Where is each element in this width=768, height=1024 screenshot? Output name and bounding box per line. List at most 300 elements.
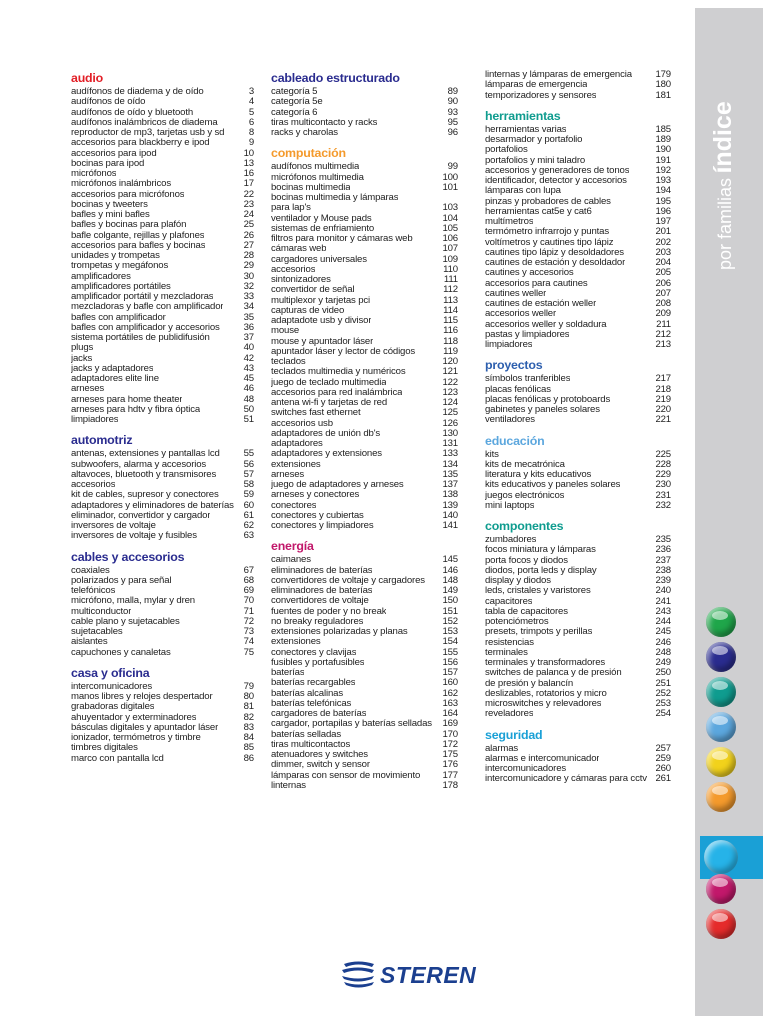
entry-label: adaptadores y eliminadores de baterías	[71, 500, 234, 511]
entry-label: intercomunicadores	[485, 764, 567, 774]
entry-page: 27	[243, 239, 254, 251]
index-entry	[71, 200, 254, 210]
entry-label: leds, cristales y varistores	[485, 586, 591, 597]
index-entry	[485, 597, 671, 607]
entry-label: bafle colgante, rejillas y plafones	[71, 230, 205, 241]
entry-page: 13	[243, 157, 254, 169]
entry-label: coaxiales	[71, 565, 110, 576]
index-entry	[271, 234, 458, 244]
entry-page: 185	[655, 123, 671, 135]
index-entry	[71, 627, 254, 637]
entry-label: sistema portátiles de publidifusión	[71, 333, 210, 343]
entry-label: alarmas	[485, 743, 519, 754]
entry-label: intercomunicadore y cámaras para cctv	[485, 774, 647, 785]
entry-page: 245	[655, 626, 671, 638]
index-entry	[271, 357, 458, 367]
entry-label: cargadores universales	[271, 254, 367, 265]
index-section	[485, 108, 671, 351]
index-entry	[485, 70, 671, 80]
index-entry	[271, 781, 458, 791]
entry-page: 125	[442, 407, 458, 419]
entry-page: 260	[655, 763, 671, 774]
entry-page: 96	[447, 127, 458, 138]
entry-page: 74	[243, 636, 254, 648]
index-entry	[485, 330, 671, 340]
entry-label: conectores	[271, 500, 317, 511]
entry-label: capturas de video	[271, 305, 345, 316]
entry-page: 180	[655, 79, 671, 91]
entry-page: 23	[243, 198, 254, 210]
entry-label: inversores de voltaje	[71, 521, 156, 531]
entry-page: 219	[655, 393, 671, 405]
entry-label: aislantes	[71, 637, 108, 648]
entry-label: timbres digitales	[71, 743, 138, 754]
entry-page: 205	[655, 267, 671, 279]
entry-page: 178	[442, 779, 458, 791]
entry-label: audífonos de diadema y de oído	[71, 87, 204, 97]
entry-page: 32	[243, 280, 254, 292]
index-entry	[485, 385, 671, 395]
index-entry	[271, 224, 458, 234]
entry-page: 95	[447, 116, 458, 128]
index-entry	[485, 480, 671, 490]
entry-label: bocinas y tweeters	[71, 199, 148, 210]
index-entry	[271, 326, 458, 336]
entry-label: bafles con amplificador y accesorios	[71, 322, 220, 333]
color-tab	[706, 677, 736, 707]
entry-page: 220	[655, 404, 671, 415]
entry-page: 202	[655, 236, 671, 248]
index-entry	[485, 699, 671, 709]
index-entry	[271, 678, 458, 688]
entry-label: manos libres y relojes despertador	[71, 692, 213, 702]
entry-label: fuentes de poder y no break	[271, 606, 387, 617]
entry-page: 90	[447, 96, 458, 108]
entry-page: 71	[243, 605, 254, 617]
index-entry	[485, 586, 671, 596]
entry-page: 253	[655, 698, 671, 709]
entry-label: cautines de estación weller	[485, 299, 597, 309]
entry-label: mouse y apuntador láser	[271, 336, 374, 347]
entry-label: altavoces, bluetooth y transmisores	[71, 469, 217, 480]
entry-page: 60	[243, 499, 254, 511]
entry-label: no breaky reguladores	[271, 616, 364, 627]
entry-label: filtros para monitor y cámaras web	[271, 234, 413, 244]
entry-page: 140	[442, 509, 458, 521]
entry-label: teclados multimedia y numéricos	[271, 367, 406, 378]
entry-page: 160	[442, 677, 458, 689]
entry-page: 141	[442, 520, 458, 531]
section-title: cableado estructurado	[271, 71, 400, 85]
entry-label: accesorios para red inalámbrica	[271, 387, 403, 398]
entry-page: 208	[655, 298, 671, 309]
index-entry	[71, 302, 254, 312]
section-title: audio	[71, 71, 104, 85]
index-entry	[71, 313, 254, 323]
entry-label: micrófono, malla, mylar y dren	[71, 596, 195, 607]
entry-page: 114	[443, 304, 458, 316]
index-section	[71, 665, 254, 764]
index-entry	[485, 545, 671, 555]
entry-label: reveladores	[485, 709, 534, 720]
entry-label: gabinetes y paneles solares	[485, 405, 600, 415]
entry-page: 4	[248, 96, 254, 108]
index-entry	[271, 699, 458, 709]
entry-label: placas fenólicas y protoboards	[485, 394, 611, 405]
index-entry	[71, 364, 254, 374]
entry-page: 69	[243, 585, 254, 596]
entry-label: tiras multicontactos	[271, 739, 351, 750]
index-entry	[271, 183, 458, 193]
index-entry	[485, 268, 671, 278]
section-title: herramientas	[485, 108, 561, 123]
section-title: proyectos	[485, 358, 543, 373]
index-entry	[271, 555, 458, 565]
entry-page: 152	[442, 615, 458, 627]
entry-label: ventilador y Mouse pads	[271, 213, 372, 224]
index-entry	[271, 501, 458, 511]
entry-label: herramientas cat5e y cat6	[485, 206, 592, 217]
entry-label: voltímetros y cautines tipo lápiz	[485, 237, 614, 248]
entry-page: 61	[243, 509, 254, 521]
entry-page: 238	[655, 564, 671, 576]
entry-page: 101	[442, 181, 458, 193]
entry-page: 115	[443, 315, 458, 326]
entry-page: 135	[442, 468, 458, 480]
index-entry	[485, 638, 671, 648]
entry-page: 123	[442, 386, 458, 398]
index-entry	[71, 682, 254, 692]
color-tab	[706, 712, 736, 742]
entry-page: 28	[243, 250, 254, 261]
index-entry	[71, 754, 254, 764]
entry-page: 17	[243, 178, 254, 190]
index-entry	[271, 627, 458, 637]
index-entry	[271, 367, 458, 377]
entry-label: kits de mecatrónica	[485, 459, 565, 470]
index-entry	[71, 713, 254, 723]
index-entry	[71, 470, 254, 480]
index-entry	[485, 395, 671, 405]
entry-label: identificador, detector y accesorios	[485, 176, 627, 186]
entry-page: 67	[243, 564, 254, 576]
entry-page: 195	[655, 195, 671, 207]
entry-label: baterías	[271, 668, 305, 678]
entry-page: 148	[442, 574, 458, 586]
index-entry	[71, 449, 254, 459]
index-entry	[485, 125, 671, 135]
entry-page: 211	[656, 318, 671, 330]
index-entry	[71, 210, 254, 220]
index-entry	[71, 118, 254, 128]
index-entry	[71, 374, 254, 384]
index-entry	[485, 227, 671, 237]
entry-label: mouse	[271, 326, 300, 337]
index-entry	[271, 480, 458, 490]
index-entry	[271, 576, 458, 586]
entry-page: 251	[655, 677, 671, 689]
section-title: casa y oficina	[71, 665, 150, 680]
index-column-3	[485, 70, 671, 792]
entry-page: 192	[655, 164, 671, 176]
entry-label: juego de teclado multimedia	[271, 377, 387, 388]
entry-label: adaptadores	[271, 439, 323, 449]
entry-page: 218	[655, 383, 671, 395]
index-entry	[271, 719, 458, 729]
entry-page: 8	[248, 127, 254, 138]
entry-label: subwoofers, alarma y accesorios	[71, 459, 207, 470]
entry-page: 34	[243, 301, 254, 313]
entry-page: 72	[243, 615, 254, 627]
entry-label: dimmer, switch y sensor	[271, 760, 370, 771]
entry-page: 217	[655, 373, 671, 385]
index-entry	[485, 415, 671, 425]
entry-label: tiras multicontacto y racks	[271, 117, 378, 128]
entry-page: 261	[655, 773, 671, 785]
index-entry	[271, 760, 458, 770]
entry-label: teclados	[271, 357, 306, 367]
entry-page: 164	[442, 708, 458, 719]
index-entry	[485, 764, 671, 774]
section-title: seguridad	[485, 727, 543, 742]
entry-label: diodos, porta leds y display	[485, 565, 597, 576]
index-entry	[271, 648, 458, 658]
index-entry	[485, 166, 671, 176]
index-section	[71, 70, 254, 425]
index-entry	[485, 576, 671, 586]
entry-page: 111	[443, 274, 458, 285]
entry-label: bocinas multimedia	[271, 182, 351, 193]
entry-label: lámparas de emergencia	[485, 80, 588, 91]
entry-label: porta focos y diodos	[485, 555, 568, 566]
entry-page: 243	[655, 605, 671, 617]
index-entry	[71, 733, 254, 743]
entry-label: pastas y limpiadores	[485, 329, 570, 340]
color-tab-active	[704, 840, 738, 874]
entry-label: cámaras web	[271, 244, 327, 255]
index-entry	[71, 241, 254, 251]
index-entry	[485, 679, 671, 689]
entry-page: 62	[243, 520, 254, 531]
entry-page: 150	[442, 595, 458, 607]
index-entry	[271, 97, 458, 107]
entry-page: 9	[248, 137, 254, 149]
index-entry	[271, 275, 458, 285]
entry-page: 145	[442, 554, 458, 566]
entry-label: accesorios y generadores de tonos	[485, 165, 630, 176]
index-entry	[71, 108, 254, 118]
entry-page: 206	[655, 277, 671, 289]
entry-label: linternas	[271, 780, 306, 791]
entry-label: audífonos multimedia	[271, 162, 360, 173]
entry-label: juego de adaptadores y arneses	[271, 480, 404, 490]
index-entry	[485, 405, 671, 415]
index-entry	[485, 91, 671, 101]
index-entry	[71, 97, 254, 107]
entry-page: 73	[243, 626, 254, 637]
entry-page: 249	[655, 657, 671, 668]
index-entry	[71, 179, 254, 189]
index-section	[71, 432, 254, 541]
entry-label: audífonos de oído y bluetooth	[71, 107, 194, 118]
entry-page: 213	[655, 339, 671, 350]
index-entry	[485, 238, 671, 248]
entry-label: multiconductor	[71, 606, 132, 617]
entry-label: categoría 6	[271, 107, 318, 118]
entry-label: telefónicos	[71, 586, 116, 596]
index-entry	[485, 80, 671, 90]
entry-page: 107	[442, 243, 458, 255]
index-entry	[71, 282, 254, 292]
entry-label: sujetacables	[71, 627, 123, 637]
entry-label: terminales y transformadores	[485, 658, 606, 668]
entry-page: 193	[655, 175, 671, 186]
entry-label: accesorios para ipod	[71, 148, 157, 159]
index-entry	[71, 576, 254, 586]
entry-label: inversores de voltaje y fusibles	[71, 531, 197, 542]
entry-label: extensiones	[271, 637, 321, 648]
entry-page: 126	[442, 417, 458, 429]
entry-label: baterías selladas	[271, 729, 341, 740]
entry-label: kits educativos y paneles solares	[485, 480, 621, 491]
index-entry	[485, 450, 671, 460]
color-tab	[706, 874, 736, 904]
index-entry	[271, 439, 458, 449]
entry-label: símbolos tranferibles	[485, 374, 571, 385]
index-entry	[271, 419, 458, 429]
entry-label: mezcladoras y bafle con amplificador	[71, 302, 224, 313]
entry-page: 139	[442, 499, 458, 511]
entry-label: eliminadores de baterías	[271, 586, 373, 596]
index-entry	[71, 395, 254, 405]
index-entry	[71, 292, 254, 302]
index-entry	[71, 384, 254, 394]
entry-label: tabla de capacitores	[485, 606, 568, 617]
entry-page: 110	[443, 263, 458, 275]
index-section	[485, 518, 671, 720]
entry-page: 24	[243, 209, 254, 220]
index-entry	[271, 296, 458, 306]
entry-page: 203	[655, 246, 671, 258]
index-entry	[71, 648, 254, 658]
index-entry	[485, 289, 671, 299]
entry-page: 6	[248, 116, 254, 128]
entry-label: adaptadores y extensiones	[271, 449, 382, 460]
index-entry	[485, 556, 671, 566]
entry-page: 5	[248, 106, 254, 118]
entry-page: 229	[655, 469, 671, 480]
brand-name: STEREN	[380, 962, 477, 988]
index-entry	[271, 203, 458, 213]
entry-page: 138	[442, 489, 458, 501]
index-entry	[271, 689, 458, 699]
entry-page: 84	[243, 732, 254, 743]
entry-page: 109	[442, 253, 458, 265]
index-entry	[71, 531, 254, 541]
index-entry	[485, 460, 671, 470]
entry-label: multímetros	[485, 217, 534, 227]
entry-label: arneses	[271, 469, 305, 480]
entry-page: 259	[655, 752, 671, 764]
entry-label: potenciómetros	[485, 617, 549, 627]
entry-page: 201	[655, 226, 671, 238]
entry-page: 191	[655, 154, 671, 166]
entry-label: eliminador, convertidor y cargador	[71, 510, 211, 521]
entry-label: accesorios	[71, 480, 116, 490]
entry-page: 26	[243, 229, 254, 241]
index-entry	[271, 244, 458, 254]
entry-page: 228	[655, 458, 671, 470]
index-entry	[71, 743, 254, 753]
entry-page: 86	[243, 752, 254, 764]
index-entry	[271, 378, 458, 388]
entry-label: conectores y limpiadores	[271, 521, 374, 531]
section-title: educación	[485, 433, 545, 448]
entry-page: 244	[655, 616, 671, 627]
entry-label: termómetro infrarrojo y puntas	[485, 227, 609, 238]
entry-label: conectores y cubiertas	[271, 510, 364, 521]
index-entry	[485, 535, 671, 545]
index-entry	[71, 566, 254, 576]
entry-page: 43	[243, 362, 254, 374]
index-entry	[271, 87, 458, 97]
entry-label: cautines y accesorios	[485, 268, 574, 279]
index-entry	[271, 285, 458, 295]
entry-page: 113	[443, 294, 458, 306]
entry-page: 231	[655, 489, 671, 501]
entry-label: focos miniatura y lámparas	[485, 545, 596, 556]
entry-label: cautines tipo lápiz y desoldadores	[485, 247, 624, 258]
entry-label: bafles y bocinas para plafón	[71, 220, 187, 231]
entry-label: extensiones	[271, 459, 321, 470]
entry-page: 83	[243, 721, 254, 733]
entry-page: 172	[442, 738, 458, 750]
index-entry	[71, 501, 254, 511]
index-entry	[271, 771, 458, 781]
entry-label: kit de cables, supresor y conectores	[71, 490, 219, 501]
index-entry	[485, 145, 671, 155]
index-entry	[271, 470, 458, 480]
entry-label: resistencias	[485, 637, 534, 648]
index-entry	[485, 135, 671, 145]
index-entry	[485, 754, 671, 764]
index-entry	[271, 398, 458, 408]
index-entry	[485, 689, 671, 699]
section-title: energía	[271, 539, 314, 554]
entry-page: 176	[442, 759, 458, 771]
index-entry	[271, 668, 458, 678]
entry-label: cautines weller	[485, 288, 547, 299]
entry-label: baterías telefónicas	[271, 698, 352, 709]
entry-label: ahuyentador y exterminadores	[71, 712, 197, 723]
entry-page: 93	[447, 106, 458, 118]
entry-label: eliminadores de baterías	[271, 565, 373, 576]
index-entry	[71, 231, 254, 241]
entry-page: 103	[442, 202, 458, 214]
entry-page: 116	[443, 325, 458, 337]
index-entry	[71, 637, 254, 647]
index-entry	[485, 176, 671, 186]
entry-page: 225	[655, 448, 671, 460]
entry-label: cargadores de baterías	[271, 709, 367, 719]
entry-label: placas fenólicas	[485, 384, 551, 395]
index-column-1	[71, 70, 254, 771]
entry-label: bocinas para ipod	[71, 158, 145, 169]
index-entry	[485, 156, 671, 166]
entry-label: fusibles y portafusibles	[271, 657, 365, 668]
entry-page: 68	[243, 574, 254, 586]
index-entry	[71, 460, 254, 470]
